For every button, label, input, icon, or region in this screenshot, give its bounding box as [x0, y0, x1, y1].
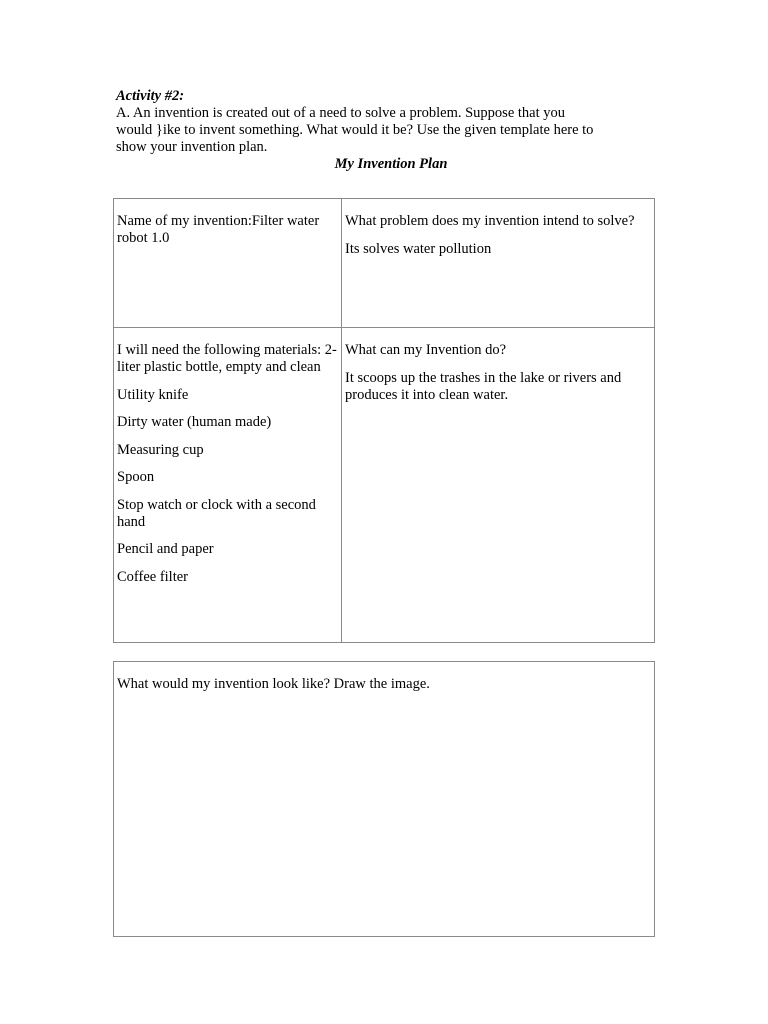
- materials-intro: I will need the following materials: 2-liter plastic bottle, empty and clean: [117, 342, 337, 375]
- instruction-line-2: would }ike to invent something. What would it be? Use the given template here to: [116, 122, 594, 138]
- drawing-prompt: What would my invention look like? Draw the image.: [117, 676, 430, 692]
- table-row: [114, 328, 655, 643]
- plan-title: My Invention Plan: [334, 156, 448, 172]
- problem-answer: Its solves water pollution: [345, 240, 492, 257]
- material-item: Pencil and paper: [117, 541, 214, 557]
- invention-name-cell[interactable]: [114, 199, 342, 328]
- function-answer: It scoops up the trashes in the lake or rivers and produces it into clean water.: [345, 369, 622, 403]
- problem-cell[interactable]: [342, 199, 655, 328]
- problem-question: What problem does my invention intend to solve?: [345, 213, 635, 229]
- invention-function-cell[interactable]: [342, 328, 655, 643]
- function-question: What can my Invention do?: [345, 342, 507, 358]
- material-item: Utility knife: [117, 386, 189, 403]
- materials-cell[interactable]: [114, 328, 342, 643]
- material-item: Coffee filter: [117, 568, 188, 585]
- material-item: Spoon: [117, 469, 155, 485]
- material-item: Measuring cup: [117, 441, 204, 458]
- material-item: Stop watch or clock with a second hand: [117, 496, 316, 530]
- invention-name-text: Name of my invention:Filter water robot 1.0: [117, 213, 320, 246]
- activity-label: Activity #2:: [116, 88, 185, 104]
- instruction-line-3: show your invention plan.: [116, 139, 268, 155]
- material-item: Dirty water (human made): [117, 414, 272, 430]
- instruction-line-1: A. An invention is created out of a need to solve a problem. Suppose that you: [116, 105, 566, 121]
- table-row: [114, 199, 655, 328]
- activity-header: [116, 88, 656, 173]
- drawing-box[interactable]: [113, 661, 655, 937]
- invention-plan-table: [113, 198, 655, 643]
